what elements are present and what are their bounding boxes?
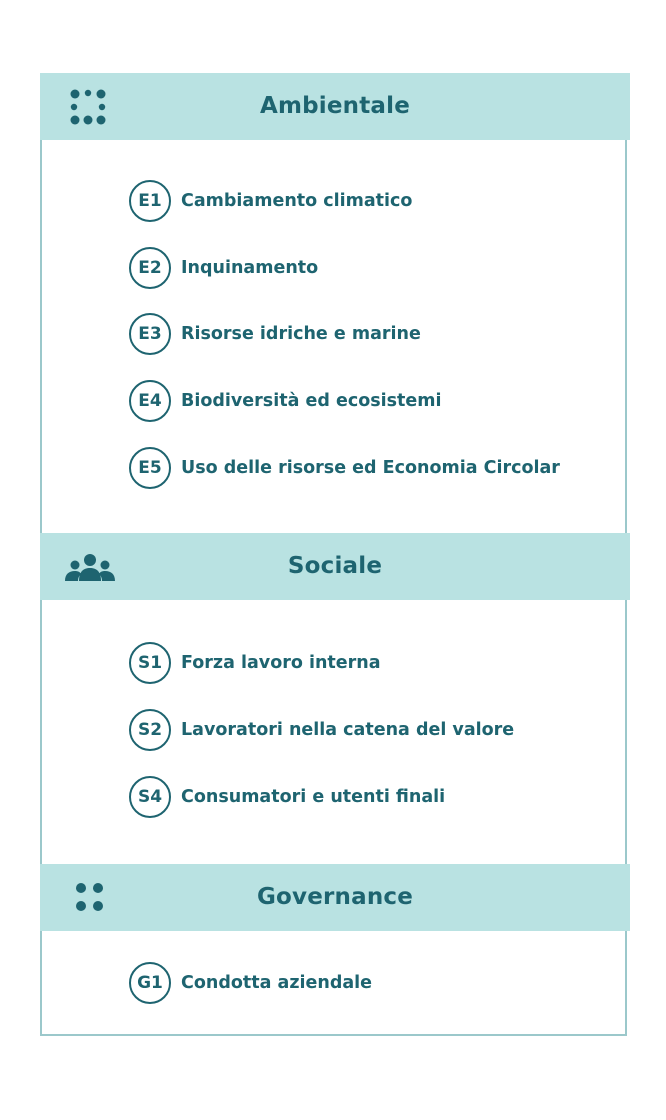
topic-label: Biodiversità ed ecosistemi	[181, 391, 442, 411]
topic-code-badge: S4	[129, 776, 171, 818]
topic-code-badge: E2	[129, 247, 171, 289]
topic-item-s2	[129, 709, 609, 751]
topic-label: Condotta aziendale	[181, 973, 373, 993]
topic-label: Risorse idriche e marine	[181, 324, 421, 344]
topic-item-e3	[129, 313, 609, 355]
topic-item-e1	[129, 180, 609, 222]
topic-item-s1	[129, 642, 609, 684]
section-header-ambientale	[40, 73, 630, 140]
topic-item-e5	[129, 447, 609, 489]
topic-code-badge: E5	[129, 447, 171, 489]
topic-label: Cambiamento climatico	[181, 191, 413, 211]
topic-label: Lavoratori nella catena del valore	[181, 720, 515, 740]
section-title-sociale: Sociale	[287, 553, 383, 579]
section-header-sociale	[40, 533, 630, 600]
section-title-governance: Governance	[256, 884, 414, 910]
topic-code-badge: S1	[129, 642, 171, 684]
section-header-governance	[40, 864, 630, 931]
topic-code-badge: S2	[129, 709, 171, 751]
topic-item-g1	[129, 962, 609, 1004]
topic-code-badge: G1	[129, 962, 171, 1004]
topic-item-e4	[129, 380, 609, 422]
topic-code-badge: E3	[129, 313, 171, 355]
topic-label: Forza lavoro interna	[181, 653, 381, 673]
topic-item-e2	[129, 247, 609, 289]
section-title-ambientale: Ambientale	[259, 93, 411, 119]
topic-code-badge: E4	[129, 380, 171, 422]
topic-item-s4	[129, 776, 609, 818]
topic-code-badge: E1	[129, 180, 171, 222]
topic-label: Inquinamento	[181, 258, 319, 278]
topic-label: Consumatori e utenti finali	[181, 787, 446, 807]
topic-label: Uso delle risorse ed Economia Circolar	[181, 458, 560, 478]
